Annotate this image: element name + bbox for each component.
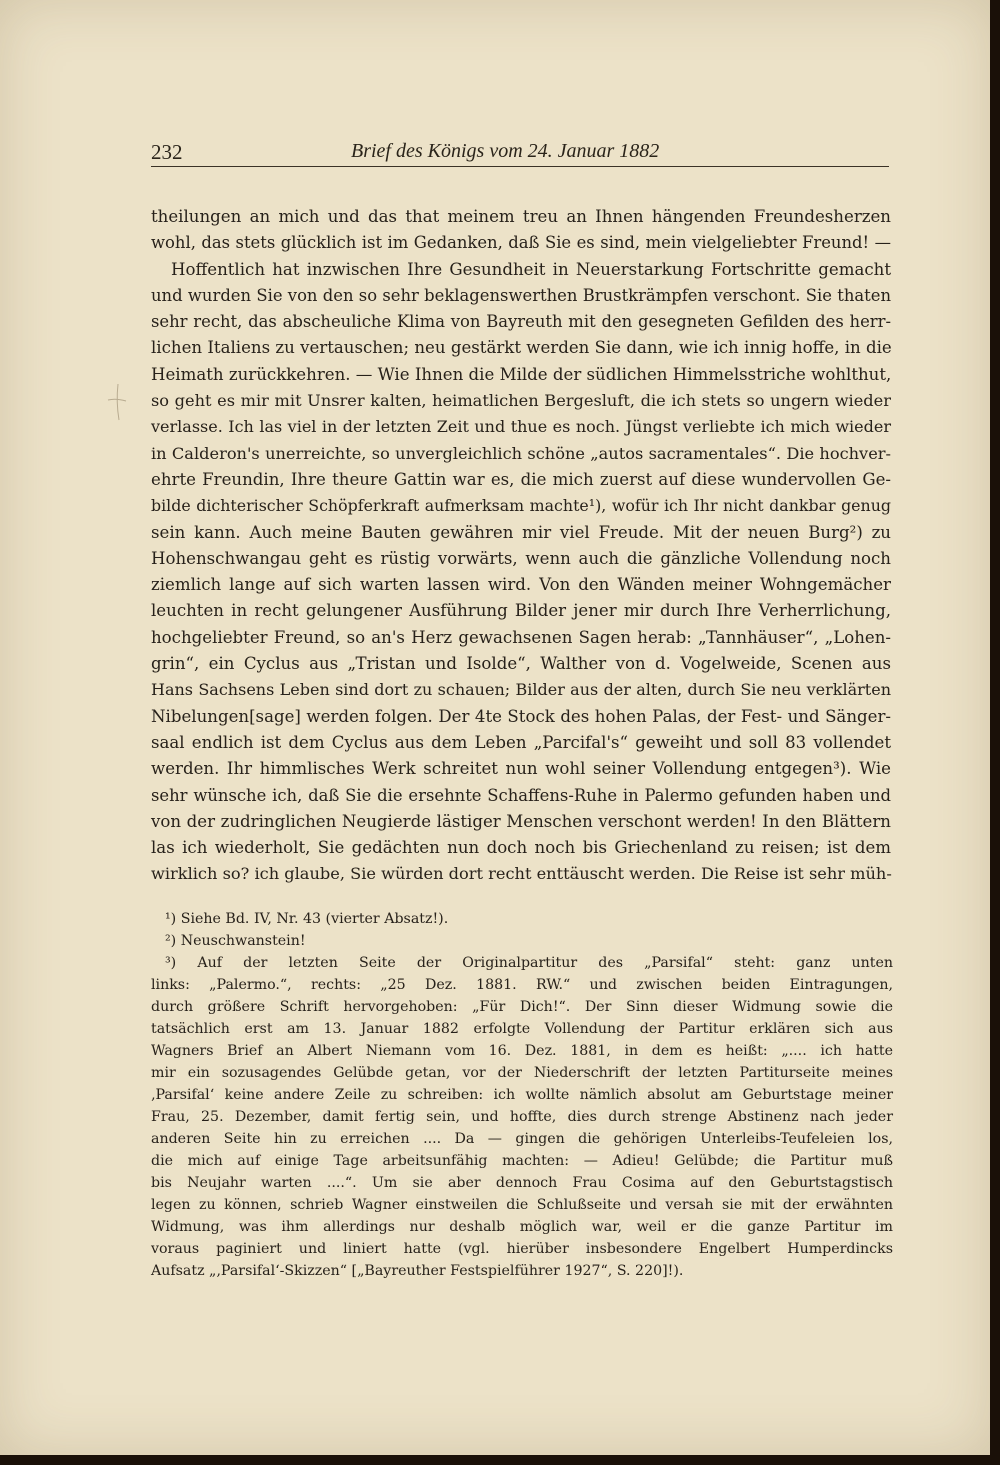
body-line: grin“, ein Cyclus aus „Tristan und Isolde“, Walther von d. Vogelweide, Scenen aus bbox=[151, 654, 891, 674]
body-line: sein kann. Auch meine Bauten gewähren mir viel Freude. Mit der neuen Burg²) zu bbox=[151, 522, 891, 542]
body-line: in Calderon's unerreichte, so unvergleichlich schöne „autos sacramentales“. Die hochver- bbox=[151, 443, 891, 463]
footnote-2: ²) Neuschwanstein! bbox=[165, 933, 306, 949]
footnote-line: Frau, 25. Dezember, damit fertig sein, und hoffte, dies durch strenge Abstinenz nach jeder bbox=[151, 1109, 893, 1125]
body-line: ziemlich lange auf sich warten lassen wird. Von den Wänden meiner Wohngemächer bbox=[151, 575, 891, 595]
footnote-line: tatsächlich erst am 13. Januar 1882 erfolgte Vollendung der Partitur erklären sich aus bbox=[151, 1021, 893, 1037]
body-line: Hans Sachsens Leben sind dort zu schauen; Bilder aus der alten, durch Sie neu verklärten bbox=[151, 680, 891, 700]
body-line: so geht es mir mit Unsrer kalten, heimatlichen Bergesluft, die ich stets so ungern wieder bbox=[151, 391, 891, 411]
body-line: theilungen an mich und das that meinem treu an Ihnen hängenden Freundesherzen bbox=[151, 207, 891, 226]
body-line: Hoffentlich hat inzwischen Ihre Gesundheit in Neuerstarkung Fortschritte gemacht bbox=[171, 259, 891, 279]
body-line: Heimath zurückkehren. — Wie Ihnen die Milde der südlichen Himmelsstriche wohlthut, bbox=[151, 364, 892, 384]
body-line: verlasse. Ich las viel in der letzten Zeit und thue es noch. Jüngst verliebte ich mich wieder bbox=[151, 417, 891, 437]
running-title: Brief des Königs vom 24. Januar 1882 bbox=[351, 140, 660, 162]
body-line: werden. Ihr himmlisches Werk schreitet nun wohl seiner Vollendung entgegen³). Wie bbox=[151, 759, 891, 779]
footnote-line: links: „Palermo.“, rechts: „25 Dez. 1881. RW.“ und zwischen beiden Eintragungen, bbox=[151, 977, 893, 993]
body-line: sehr wünsche ich, daß Sie die ersehnte Schaffens-Ruhe in Palermo gefunden haben und bbox=[151, 785, 891, 805]
footnote-line: anderen Seite hin zu erreichen .... Da — gingen die gehörigen Unterleibs-Teufeleien los, bbox=[151, 1131, 893, 1147]
footnote-line: Widmung, was ihm allerdings nur deshalb möglich war, weil er die ganze Partitur im bbox=[151, 1219, 893, 1235]
footnote-line: die mich auf einige Tage arbeitsunfähig machten: — Adieu! Gelübde; die Partitur muß bbox=[151, 1153, 893, 1169]
footnote-1: ¹) Siehe Bd. IV, Nr. 43 (vierter Absatz!). bbox=[165, 911, 449, 927]
body-line: und wurden Sie von den so sehr beklagenswerthen Brustkrämpfen verschont. Sie thaten bbox=[151, 285, 891, 305]
body-line: ehrte Freundin, Ihre theure Gattin war es, die mich zuerst auf diese wundervollen Ge- bbox=[151, 469, 891, 489]
footnote-3: ³) Auf der letzten Seite der Originalpartitur des „Parsifal“ steht: ganz unten bbox=[165, 955, 893, 971]
body-line: lichen Italiens zu vertauschen; neu gestärkt werden Sie dann, wie ich innig hoffe, in die bbox=[151, 338, 892, 358]
body-line: Nibelungen[sage] werden folgen. Der 4te Stock des hohen Palas, der Fest- und Sänger- bbox=[151, 706, 891, 726]
footnote-line: mir ein sozusagendes Gelübde getan, vor der Niederschrift der letzten Partiturseite meines bbox=[151, 1065, 893, 1081]
page-header bbox=[151, 140, 889, 167]
footnote-line: Aufsatz „‚Parsifal‘-Skizzen“ [„Bayreuther Festspielführer 1927“, S. 220]!). bbox=[151, 1263, 684, 1279]
footnote-line: voraus paginiert und liniert hatte (vgl. hierüber insbesondere Engelbert Humperdincks bbox=[151, 1241, 893, 1257]
body-line: Hohenschwangau geht es rüstig vorwärts, wenn auch die gänzliche Vollendung noch bbox=[151, 548, 891, 568]
body-line: leuchten in recht gelungener Ausführung Bilder jener mir durch Ihre Verherrlichung, bbox=[151, 601, 891, 621]
footnote-line: ‚Parsifal‘ keine andere Zeile zu schreiben: ich wollte nämlich absolut am Geburtstage meiner bbox=[151, 1087, 893, 1103]
body-line: hochgeliebter Freund, so an's Herz gewachsenen Sagen herab: „Tannhäuser“, „Lohen- bbox=[151, 627, 891, 647]
body-line: saal endlich ist dem Cyclus aus dem Leben „Parcifal's“ geweiht und soll 83 vollendet bbox=[151, 732, 891, 752]
body-line: wirklich so? ich glaube, Sie würden dort recht enttäuscht werden. Die Reise ist sehr müh- bbox=[151, 864, 892, 884]
letter-body bbox=[151, 204, 891, 888]
footnote-line: Wagners Brief an Albert Niemann vom 16. Dez. 1881, in dem es heißt: „.... ich hatte bbox=[151, 1043, 893, 1059]
page-number: 232 bbox=[151, 140, 183, 164]
body-line: bilde dichterischer Schöpferkraft aufmerksam machte¹), wofür ich Ihr nicht dankbar genug bbox=[151, 496, 891, 516]
footnote-line: bis Neujahr warten ....“. Um sie aber dennoch Frau Cosima auf den Geburtstagstisch bbox=[151, 1175, 893, 1191]
body-line: las ich wiederholt, Sie gedächten nun doch noch bis Griechenland zu reisen; ist dem bbox=[151, 838, 891, 858]
footnote-line: durch größere Schrift hervorgehoben: „Für Dich!“. Der Sinn dieser Widmung sowie die bbox=[151, 999, 893, 1015]
body-line: wohl, das stets glücklich ist im Gedanken, daß Sie es sind, mein vielgeliebter Freund! — bbox=[151, 233, 891, 253]
body-line: von der zudringlichen Neugierde lästiger Menschen verschont werden! In den Blättern bbox=[151, 811, 891, 831]
body-line: sehr recht, das abscheuliche Klima von Bayreuth mit den gesegneten Gefilden des herr- bbox=[151, 312, 891, 332]
footnote-line: legen zu können, schrieb Wagner einstweilen die Schlußseite und versah sie mit der erwähnten bbox=[151, 1197, 893, 1213]
footnotes bbox=[151, 908, 893, 1282]
pencil-margin-mark bbox=[104, 382, 128, 422]
